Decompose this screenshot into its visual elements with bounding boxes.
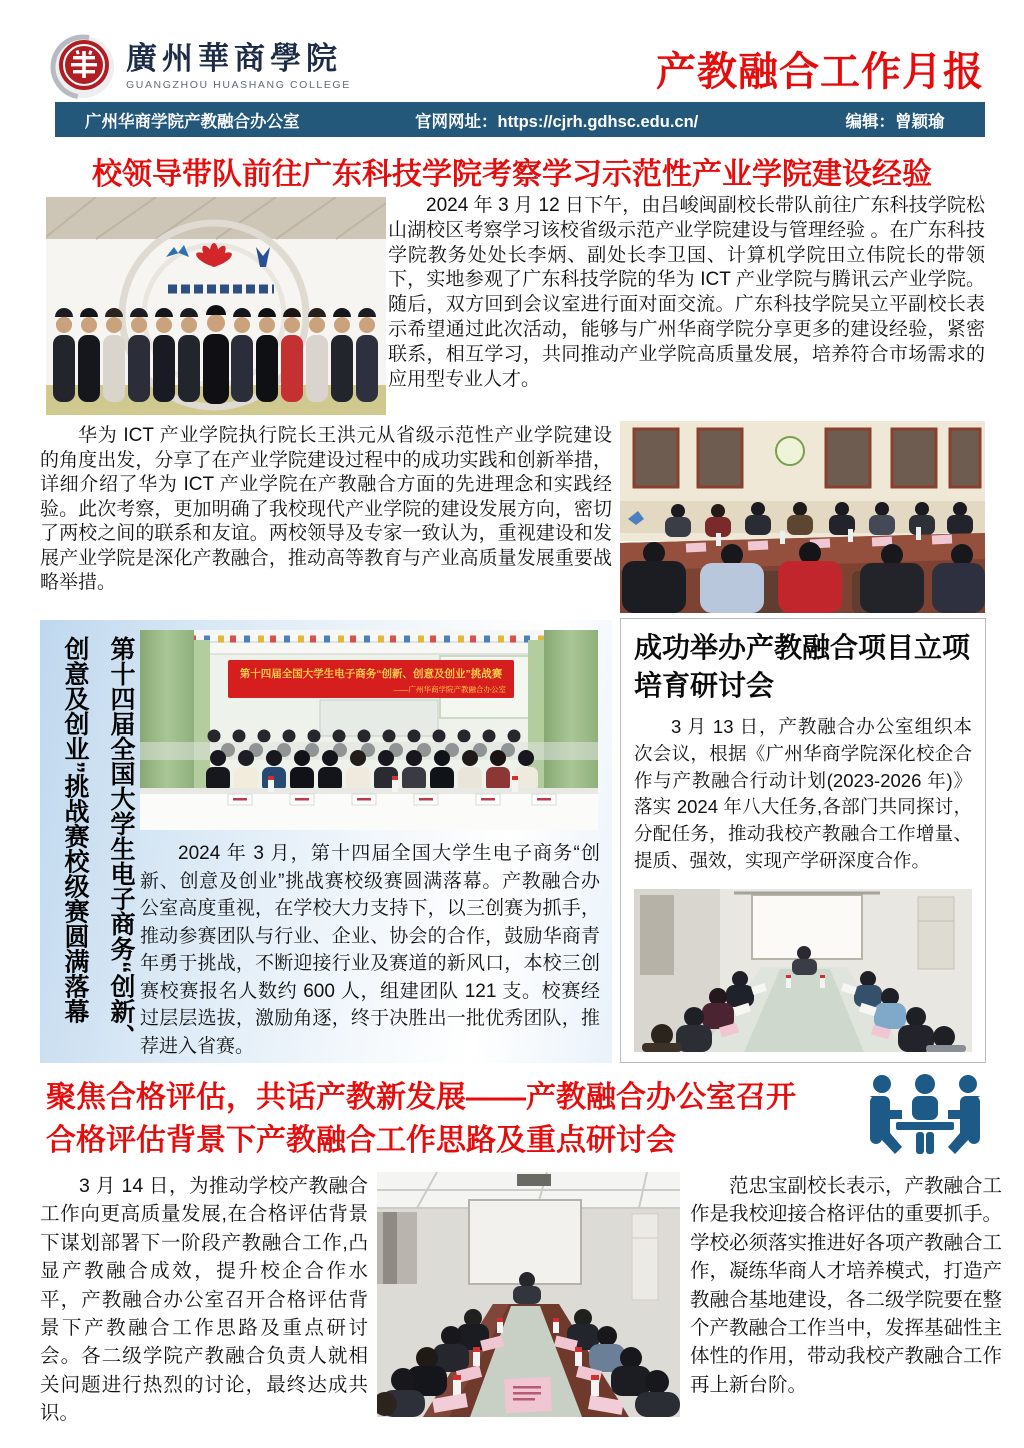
photo-seminar-meeting bbox=[634, 889, 972, 1052]
meeting-people-icon bbox=[860, 1072, 990, 1174]
article-visit-title: 校领导带队前往广东科技学院考察学习示范性产业学院建设经验 bbox=[92, 158, 932, 191]
photo-exchange-meeting bbox=[620, 421, 985, 613]
photo-contest-classroom bbox=[140, 630, 598, 830]
seminar-para: 3 月 13 日，产教融合办公室组织本次会议，根据《广州华商学院深化校企合作与产教融合行动计划(2023-2026 年)》落实 2024 年八大任务,各部门共同探讨，分配任务，推动我校产教融合工作增量、提质、强效，实现产学研深度合作。 bbox=[634, 716, 972, 871]
contest-vertical-title: 第十四届全国大学生电子商务“创新、创意及创业”挑战赛校级赛圆满落幕 bbox=[61, 636, 135, 1049]
seminar-title: 成功举办产教融合项目立项培育研讨会 bbox=[634, 632, 971, 701]
newsletter-masthead: 产教融合工作月报 bbox=[656, 50, 984, 94]
college-name-en: GUANGZHOU HUASHANG COLLEGE bbox=[126, 78, 351, 91]
review-para-left: 3 月 14 日，为推动学校产教融合工作向更高质量发展,在合格评估背景下谋划部署下一阶段产教融合工作,凸显产教融合成效，提升校企合作水平，产教融合办公室召开合格评估背景下产教融合工作思路及重点研讨会。各二级学院产教融合负责人就相关问题进行热烈的讨论，最终达成共识。 bbox=[40, 1175, 368, 1425]
review-para-right: 范忠宝副校长表示，产教融合工作是我校迎接合格评估的重要抓手。学校必须落实推进好各项产教融合工作，凝练华商人才培养模式，打造产教融合基地建设，各二级学院要在整个产教融合工作当中，发挥基础性主体性的作用，带动我校产教融合工作再上新台阶。 bbox=[690, 1175, 1003, 1396]
info-office: 广州华商学院产教融合办公室 bbox=[85, 112, 300, 131]
college-logo bbox=[50, 34, 351, 100]
article-visit-para1: 2024 年 3 月 12 日下午，由吕峻闽副校长带队前往广东科技学院松山湖校区考察学习该校省级示范产业学院建设与管理经验 。在广东科技学院教务处处长李炳、副处长李卫国、计算机学院田立伟院长的带领下，实地参观了广东科技学院的华为 ICT 产业学院与腾讯云产业学院。随后，双方回到会议室进行面对面交流。广东科技学院吴立平副校长表示希望通过此次活动，能够与广州华商学院分享更多的建设经验，紧密联系，相互学习，共同推动产业学院高质量发展，培养符合市场需求的应用型专业人才。 bbox=[388, 195, 985, 390]
contest-banner-line2: ——广州华商学院产教融合办公室 bbox=[393, 685, 506, 694]
seminar-panel bbox=[620, 618, 986, 1063]
photo-review-meeting bbox=[377, 1172, 680, 1417]
info-bar bbox=[55, 102, 985, 137]
college-name-cn: 廣州華商學院 bbox=[126, 41, 342, 78]
review-title-line2: 合格评估背景下产教融合工作思路及重点研讨会 bbox=[46, 1124, 676, 1157]
contest-para: 2024 年 3 月，第十四届全国大学生电子商务“创新、创意及创业”挑战赛校级赛圆满落幕。产教融合办公室高度重视，在学校大力支持下，以三创赛为抓手，推动参赛团队与行业、企业、协会的合作，鼓励华商青年勇于挑战，不断迎接行业及赛道的新风口，本校三创赛校赛报名人数约 600 人，组建团队 121 支。校赛经过层层选拔，激励角逐，终于决胜出一批优秀团队，推荐进入省赛。 bbox=[140, 843, 600, 1057]
college-emblem-icon bbox=[50, 34, 116, 100]
info-editor: 编辑：曾颖瑜 bbox=[845, 112, 945, 131]
contest-panel bbox=[40, 620, 612, 1063]
info-website: 官网网址：https://cjrh.gdhsc.edu.cn/ bbox=[415, 112, 699, 131]
contest-banner-line1: 第十四届全国大学生电子商务“创新、创意及创业”挑战赛 bbox=[239, 668, 503, 680]
article-visit-para2: 华为 ICT 产业学院执行院长王洪元从省级示范性产业学院建设的角度出发，分享了在产业学院建设过程中的成功实践和创新举措，详细介绍了华为 ICT 产业学院在产教融合方面的先进理念和实践经验。此次考察，更加明确了我校现代产业学院的建设发展方向，密切了两校之间的联系和友谊。两校领导及专家一致认为，重视建设和发展产业学院是深化产教融合，推动高等教育与产业高质量发展重要战略举措。 bbox=[40, 425, 612, 593]
review-title bbox=[46, 1076, 860, 1162]
photo-group-huawei-hall bbox=[46, 197, 386, 415]
review-title-line1: 聚焦合格评估，共话产教新发展——产教融合办公室召开 bbox=[46, 1081, 796, 1114]
